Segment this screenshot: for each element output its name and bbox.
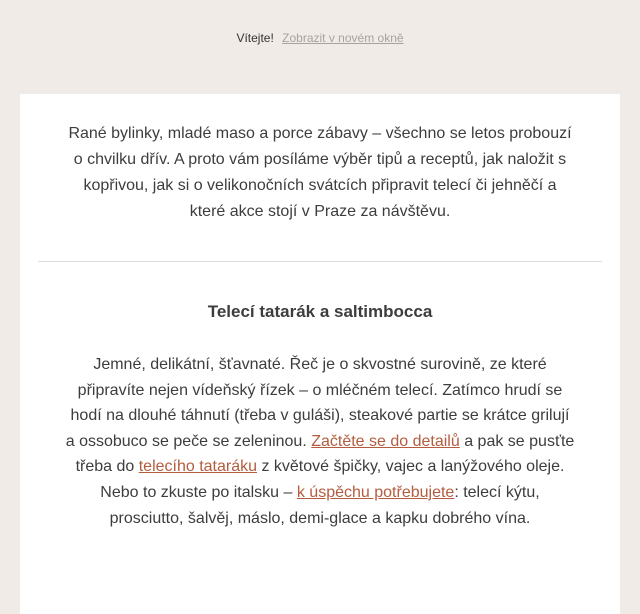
intro-paragraph: Rané bylinky, mladé maso a porce zábavy – všechno se letos probouzí o chvilku dřív. A proto vám posíláme výběr tipů a receptů, jak naložit s kopřivou, jak si o velikonočních svátcích připravit telecí či jehněčí a které akce stojí v Praze za návštěvu. [68,125,572,220]
email-content-card [20,94,620,614]
article-body-text: z květové špičky, vajec a lanýžového oleje. Nebo to zkuste po italsku – [100,458,565,501]
article-section [20,302,620,531]
article-body-text: : telecí kýtu, prosciutto, šalvěj, máslo, demi-glace a kapku dobrého vína. [109,483,540,527]
article-title: Telecí tatarák a saltimbocca [207,302,433,321]
details-link[interactable]: Začtěte se do detailů [311,432,460,450]
view-in-browser-link[interactable]: Zobrazit v novém okně [282,31,404,45]
article-body-text: Jemné, delikátní, šťavnaté. Řeč je o skvostné surovině, ze které připravíte nejen vídeňský řízek – o mléčném telecí. Zatímco hrudí se hodí na dlouhé táhnutí (třeba v guláši), steakové partie se krátce grilují a ossobuco se peče se zeleninou. [65,356,570,450]
veal-tartare-link[interactable]: telecího tataráku [138,458,258,476]
welcome-text: Vítejte! [236,31,274,45]
preheader [0,0,640,94]
article-body-text: a pak se pusťte třeba do [75,432,575,476]
article-body [64,322,576,531]
saltimbocca-link[interactable]: k úspěchu potřebujete [296,483,455,501]
divider [38,261,602,262]
